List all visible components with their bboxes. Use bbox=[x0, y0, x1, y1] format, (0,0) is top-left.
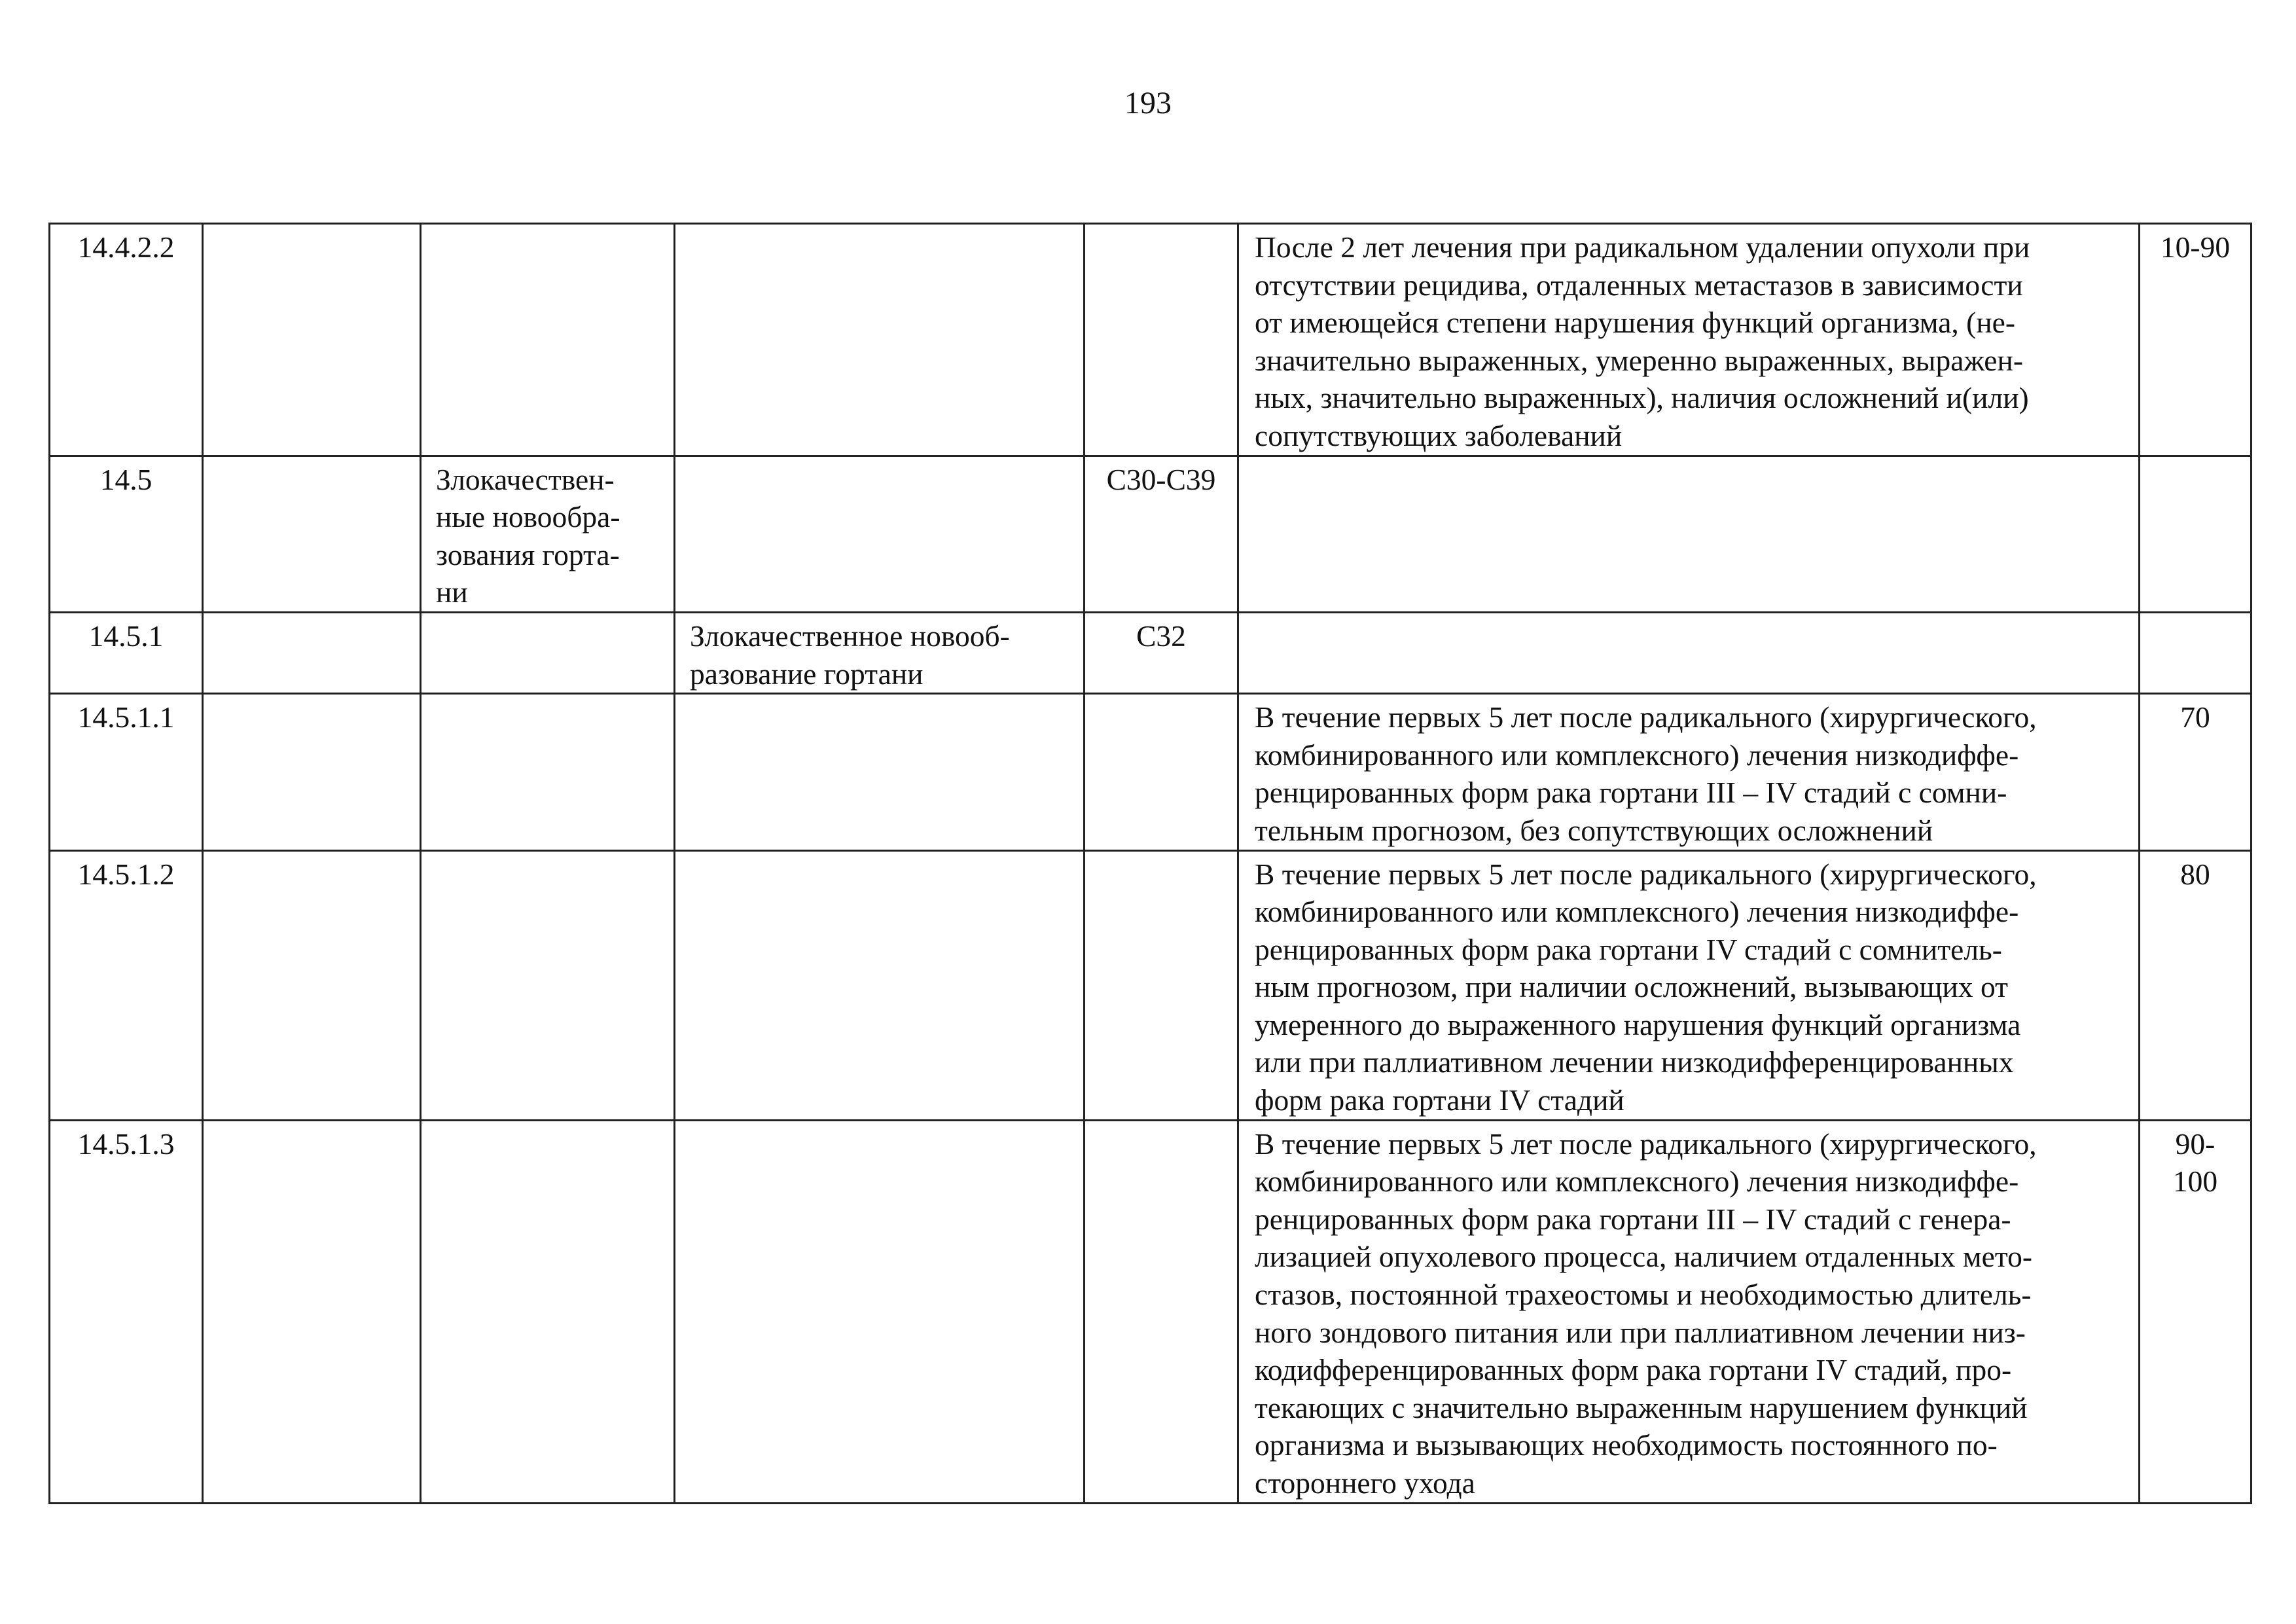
nosology-line: Злокачественное новооб- bbox=[690, 619, 1010, 653]
empty-cell bbox=[203, 850, 421, 1120]
table-row bbox=[50, 224, 2251, 456]
criteria-line: После 2 лет лечения при радикальном удалении опухоли при bbox=[1255, 230, 2030, 264]
disease-group-cell bbox=[421, 850, 675, 1120]
row-number-cell bbox=[50, 224, 203, 456]
table-row bbox=[50, 612, 2251, 693]
criteria-line: умеренного до выраженного нарушения функций организма bbox=[1255, 1007, 2021, 1041]
icd-code: С30-С39 bbox=[1106, 462, 1216, 496]
empty-cell bbox=[203, 1120, 421, 1503]
disease-group-line: Злокачествен- bbox=[436, 462, 615, 496]
disability-criteria-table bbox=[48, 223, 2252, 1504]
criteria-line: организма и вызывающих необходимость постоянного по- bbox=[1255, 1428, 1998, 1462]
criteria-line: сопутствующих заболеваний bbox=[1255, 418, 1623, 452]
icd-code-cell bbox=[1085, 456, 1238, 612]
icd-code-cell bbox=[1085, 612, 1238, 693]
empty-cell bbox=[203, 612, 421, 693]
nosology-cell bbox=[675, 612, 1085, 693]
icd-code-cell bbox=[1085, 1120, 1238, 1503]
page-number: 193 bbox=[1124, 86, 1172, 120]
nosology-line: разование гортани bbox=[690, 657, 924, 691]
criteria-line: ных, значительно выраженных), наличия осложнений и(или) bbox=[1255, 381, 2029, 415]
table-row bbox=[50, 694, 2251, 850]
disease-group-line: ные новообра- bbox=[436, 500, 620, 534]
row-number-cell bbox=[50, 612, 203, 693]
table-row bbox=[50, 1120, 2251, 1503]
empty-cell bbox=[203, 694, 421, 850]
disease-group-cell bbox=[421, 1120, 675, 1503]
criteria-line: комбинированного или комплексного) лечения низкодиффе- bbox=[1255, 1164, 2019, 1199]
criteria-line: В течение первых 5 лет после радикального (хирургического, bbox=[1255, 857, 2037, 891]
icd-code-cell bbox=[1085, 850, 1238, 1120]
criteria-description-cell bbox=[1238, 224, 2140, 456]
icd-code: С32 bbox=[1136, 619, 1186, 653]
criteria-description-cell bbox=[1238, 456, 2140, 612]
icd-code-cell bbox=[1085, 694, 1238, 850]
criteria-line: кодифференцированных форм рака гортани IV стадий, про- bbox=[1255, 1353, 2012, 1387]
percentage-value: 80 bbox=[2180, 857, 2210, 891]
percentage-value: 10-90 bbox=[2160, 230, 2231, 264]
criteria-line: или при паллиативном лечении низкодифференцированных bbox=[1255, 1045, 2014, 1079]
criteria-line: стазов, постоянной трахеостомы и необходимостью длитель- bbox=[1255, 1278, 2032, 1312]
disease-group-cell bbox=[421, 224, 675, 456]
percentage-cell bbox=[2140, 694, 2251, 850]
disease-group-cell bbox=[421, 694, 675, 850]
row-number: 14.5.1 bbox=[88, 619, 164, 653]
row-number: 14.5.1.1 bbox=[77, 700, 175, 734]
row-number-cell bbox=[50, 694, 203, 850]
row-number: 14.5.1.2 bbox=[77, 857, 175, 891]
disease-group-line: зования горта- bbox=[436, 537, 620, 571]
criteria-line: В течение первых 5 лет после радикального (хирургического, bbox=[1255, 700, 2037, 734]
criteria-line: ного зондового питания или при паллиативном лечении низ- bbox=[1255, 1315, 2026, 1349]
row-number-cell bbox=[50, 1120, 203, 1503]
percentage-cell bbox=[2140, 850, 2251, 1120]
criteria-line: В течение первых 5 лет после радикального (хирургического, bbox=[1255, 1127, 2037, 1161]
criteria-line: лизацией опухолевого процесса, наличием отдаленных мето- bbox=[1255, 1240, 2032, 1274]
criteria-description-cell bbox=[1238, 1120, 2140, 1503]
criteria-line: ным прогнозом, при наличии осложнений, вызывающих от bbox=[1255, 970, 2009, 1004]
criteria-line: ренцированных форм рака гортани IV стадий с сомнитель- bbox=[1255, 932, 2002, 966]
criteria-line: отсутствии рецидива, отдаленных метастазов в зависимости bbox=[1255, 268, 2023, 302]
criteria-line: текающих с значительно выраженным нарушением функций bbox=[1255, 1390, 2028, 1424]
table-row bbox=[50, 850, 2251, 1120]
criteria-line: ренцированных форм рака гортани III – IV стадий с сомни- bbox=[1255, 776, 2007, 810]
icd-code-cell bbox=[1085, 224, 1238, 456]
criteria-line: комбинированного или комплексного) лечения низкодиффе- bbox=[1255, 738, 2019, 772]
percentage-value: 90- bbox=[2175, 1127, 2215, 1161]
percentage-cell bbox=[2140, 1120, 2251, 1503]
criteria-description-cell bbox=[1238, 694, 2140, 850]
percentage-cell bbox=[2140, 456, 2251, 612]
criteria-line: стороннего ухода bbox=[1255, 1466, 1475, 1500]
criteria-description-cell bbox=[1238, 850, 2140, 1120]
empty-cell bbox=[203, 224, 421, 456]
nosology-cell bbox=[675, 224, 1085, 456]
criteria-line: комбинированного или комплексного) лечения низкодиффе- bbox=[1255, 895, 2019, 929]
criteria-line: тельным прогнозом, без сопутствующих осложнений bbox=[1255, 813, 1933, 847]
percentage-value: 70 bbox=[2180, 700, 2210, 734]
criteria-line: ренцированных форм рака гортани III – IV стадий с генера- bbox=[1255, 1202, 2011, 1236]
disease-group-cell bbox=[421, 612, 675, 693]
disease-group-cell bbox=[421, 456, 675, 612]
row-number: 14.5.1.3 bbox=[77, 1127, 175, 1161]
nosology-cell bbox=[675, 694, 1085, 850]
criteria-line: форм рака гортани IV стадий bbox=[1255, 1083, 1624, 1117]
nosology-cell bbox=[675, 850, 1085, 1120]
row-number-cell bbox=[50, 850, 203, 1120]
table-row bbox=[50, 456, 2251, 612]
table-body bbox=[50, 224, 2251, 1504]
criteria-line: значительно выраженных, умеренно выраженных, выражен- bbox=[1255, 343, 2023, 377]
criteria-line: от имеющейся степени нарушения функций организма, (не- bbox=[1255, 306, 2016, 340]
criteria-description-cell bbox=[1238, 612, 2140, 693]
row-number-cell bbox=[50, 456, 203, 612]
row-number: 14.5 bbox=[99, 462, 152, 496]
percentage-cell bbox=[2140, 612, 2251, 693]
nosology-cell bbox=[675, 456, 1085, 612]
row-number: 14.4.2.2 bbox=[77, 230, 175, 264]
nosology-cell bbox=[675, 1120, 1085, 1503]
percentage-cell bbox=[2140, 224, 2251, 456]
disease-group-line: ни bbox=[436, 575, 468, 609]
percentage-value: 100 bbox=[2172, 1164, 2218, 1199]
empty-cell bbox=[203, 456, 421, 612]
